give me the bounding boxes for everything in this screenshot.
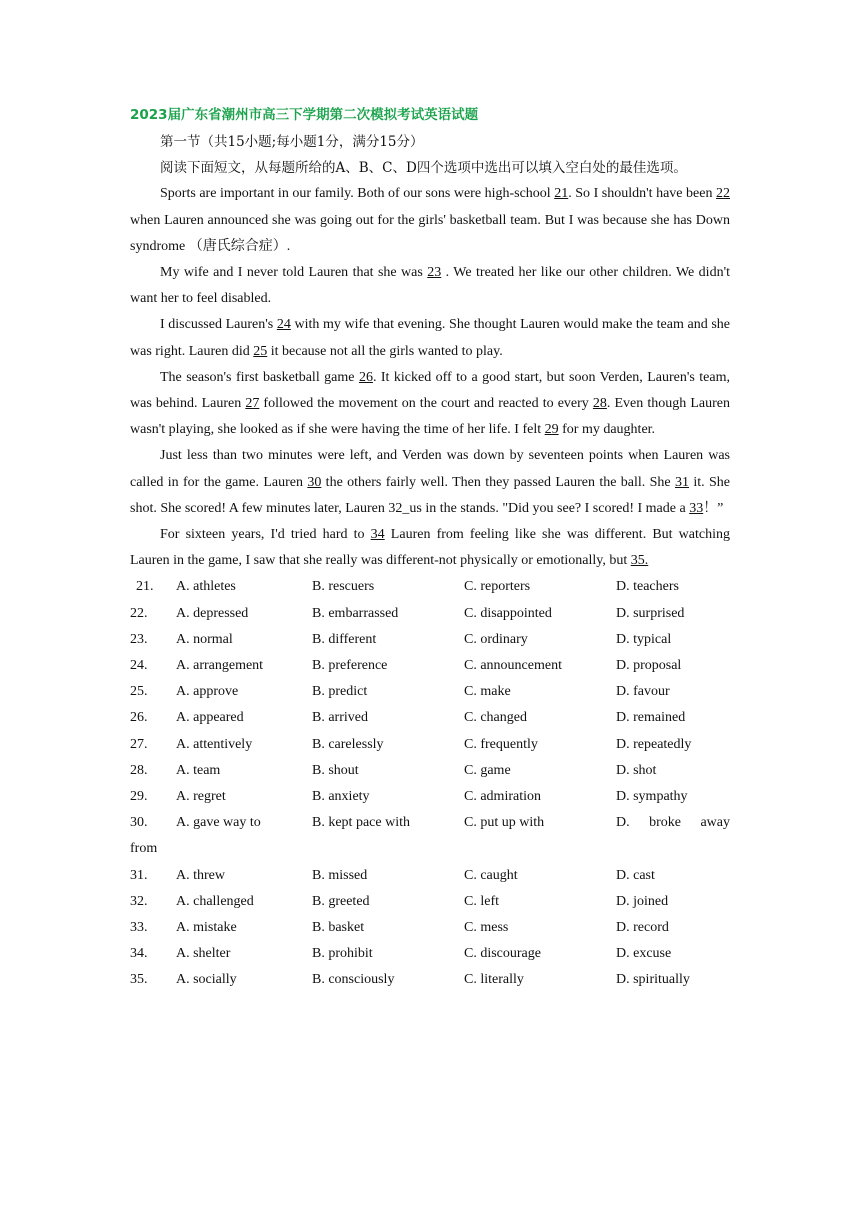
blank-21: 21 bbox=[554, 186, 569, 202]
option-b: B. different bbox=[312, 631, 377, 647]
option-row-29 bbox=[130, 784, 730, 810]
option-b: B. embarrassed bbox=[312, 605, 399, 621]
blank-31: 31 bbox=[675, 474, 690, 490]
option-b: B. prohibit bbox=[312, 946, 373, 962]
question-number: 28. bbox=[130, 762, 148, 778]
option-row-26 bbox=[130, 705, 730, 731]
blank-34: 34 bbox=[370, 527, 385, 543]
option-d: D. record bbox=[616, 919, 669, 935]
option-c: C. disappointed bbox=[464, 605, 552, 621]
option-c: C. discourage bbox=[464, 946, 541, 962]
blank-26: 26 bbox=[358, 369, 373, 385]
option-b: B. shout bbox=[312, 762, 359, 778]
passage-text: followed the movement on the court and reacted to every bbox=[259, 396, 593, 412]
option-d-word: broke bbox=[649, 815, 681, 831]
option-d: D. sympathy bbox=[616, 788, 688, 804]
option-b: B. basket bbox=[312, 919, 365, 935]
option-a: A. attentively bbox=[176, 736, 253, 752]
passage-paragraph-3 bbox=[130, 312, 730, 364]
blank-22: 22 bbox=[716, 186, 731, 202]
passage-text: when Lauren announced she was going out for the girls' basketball team. But I was because she has Down syndrome （唐氏综合症）. bbox=[130, 212, 730, 254]
passage-text: For sixteen years, I'd tried hard to bbox=[160, 527, 371, 543]
passage-text: . So I shouldn't have been bbox=[568, 186, 717, 202]
option-d: D. joined bbox=[616, 893, 669, 909]
option-d-letter: D. bbox=[616, 815, 630, 831]
question-number: 32. bbox=[130, 893, 148, 909]
question-number: 23. bbox=[130, 631, 148, 647]
option-row-31 bbox=[130, 863, 730, 889]
instruction-text: 阅读下面短文，从每题所给的A、B、C、D四个选项中选出可以填入空白处的最佳选项。 bbox=[160, 160, 687, 177]
option-d: D. shot bbox=[616, 762, 657, 778]
question-number: 29. bbox=[130, 788, 148, 804]
option-a: A. socially bbox=[176, 972, 237, 988]
option-b: B. kept pace with bbox=[312, 815, 410, 831]
option-a: A. team bbox=[176, 762, 221, 778]
option-a: A. arrangement bbox=[176, 658, 264, 674]
question-number: 34. bbox=[130, 946, 148, 962]
option-row-27 bbox=[130, 732, 730, 758]
passage-text: The season's first basketball game bbox=[160, 369, 359, 385]
question-number: 25. bbox=[130, 684, 148, 700]
option-a: A. athletes bbox=[176, 579, 236, 595]
blank-33: 33 bbox=[689, 500, 704, 516]
blank-30: 30 bbox=[307, 474, 322, 490]
option-row-22 bbox=[130, 601, 730, 627]
passage-text: it. She shot. She scored! A few minutes later, Lauren 32_us in the stands. "Did you see? I scored! I made a bbox=[130, 474, 731, 516]
option-c: C. ordinary bbox=[464, 631, 528, 647]
option-c: C. frequently bbox=[464, 736, 538, 752]
option-c: C. admiration bbox=[464, 788, 541, 804]
option-d: D. repeatedly bbox=[616, 736, 692, 752]
passage-text: . We treated her like our other children. We didn't want her to feel disabled. bbox=[130, 265, 730, 307]
question-number: 26. bbox=[130, 710, 148, 726]
option-c: C. caught bbox=[464, 867, 518, 883]
option-c: C. changed bbox=[464, 710, 527, 726]
passage-paragraph-2 bbox=[130, 260, 730, 312]
option-b: B. rescuers bbox=[312, 579, 375, 595]
option-d: D. spiritually bbox=[616, 972, 690, 988]
option-row-33 bbox=[130, 915, 730, 941]
question-number: 30. bbox=[130, 815, 148, 831]
blank-24: 24 bbox=[276, 317, 291, 333]
option-row-32 bbox=[130, 889, 730, 915]
option-a: A. shelter bbox=[176, 946, 231, 962]
question-number: 33. bbox=[130, 919, 148, 935]
passage-paragraph-6 bbox=[130, 522, 730, 574]
blank-35: 35. bbox=[630, 553, 649, 569]
option-row-24 bbox=[130, 653, 730, 679]
option-c: C. announcement bbox=[464, 658, 562, 674]
passage-text: for my daughter. bbox=[558, 422, 656, 438]
option-b: B. arrived bbox=[312, 710, 368, 726]
section-heading: 第一节（共15小题;每小题1分，满分15分） bbox=[160, 134, 424, 150]
option-a: A. depressed bbox=[176, 605, 249, 621]
passage-text: Just less than two minutes were left, and Verden was down by seventeen points when Lauren was called in for the game. Lauren bbox=[130, 448, 730, 490]
blank-27: 27 bbox=[245, 396, 260, 412]
option-row-23 bbox=[130, 627, 730, 653]
option-c: C. game bbox=[464, 762, 511, 778]
blank-28: 28 bbox=[592, 396, 607, 412]
blank-23: 23 bbox=[427, 265, 442, 281]
question-number: 24. bbox=[130, 658, 148, 674]
option-c: C. reporters bbox=[464, 579, 531, 595]
option-a: A. challenged bbox=[176, 893, 254, 909]
options-list bbox=[130, 574, 730, 993]
option-c: C. mess bbox=[464, 919, 509, 935]
option-b: B. predict bbox=[312, 684, 368, 700]
option-d: D. teachers bbox=[616, 579, 679, 595]
option-row-35 bbox=[130, 967, 730, 993]
option-d: D. proposal bbox=[616, 658, 682, 674]
option-c: C. put up with bbox=[464, 815, 545, 831]
question-number: 21. bbox=[136, 579, 154, 595]
option-b: B. missed bbox=[312, 867, 368, 883]
blank-25: 25 bbox=[253, 343, 268, 359]
passage-paragraph-4 bbox=[130, 365, 730, 444]
option-a: A. threw bbox=[176, 867, 225, 883]
option-c: C. make bbox=[464, 684, 511, 700]
blank-29: 29 bbox=[544, 422, 559, 438]
option-a: A. normal bbox=[176, 631, 233, 647]
passage-text: . It kicked off to a good start, but soon Verden, Lauren's team, was behind. Lauren bbox=[130, 369, 730, 412]
option-b: B. greeted bbox=[312, 893, 370, 909]
question-number: 31. bbox=[130, 867, 148, 883]
option-c: C. left bbox=[464, 893, 499, 909]
option-a: A. regret bbox=[176, 788, 226, 804]
option-row-30 bbox=[130, 810, 730, 836]
option-b: B. carelessly bbox=[312, 736, 384, 752]
option-d-continuation: from bbox=[130, 841, 158, 857]
option-c: C. literally bbox=[464, 972, 524, 988]
passage-text: it because not all the girls wanted to play. bbox=[267, 343, 503, 359]
passage-text: Sports are important in our family. Both of our sons were high-school bbox=[160, 186, 555, 202]
document-page bbox=[130, 103, 730, 993]
option-d: D. remained bbox=[616, 710, 686, 726]
passage-text: ！” bbox=[703, 500, 724, 516]
option-d-word: away bbox=[700, 815, 730, 831]
option-b: B. preference bbox=[312, 658, 388, 674]
option-a: A. appeared bbox=[176, 710, 244, 726]
option-d: D. cast bbox=[616, 867, 655, 883]
passage-paragraph-5 bbox=[130, 443, 730, 522]
passage-text: the others fairly well. Then they passed Lauren the ball. She bbox=[321, 474, 676, 490]
passage-text: I discussed Lauren's bbox=[160, 317, 277, 333]
option-row-21 bbox=[130, 574, 730, 600]
option-row-25 bbox=[130, 679, 730, 705]
passage-text: with my wife that evening. She thought Lauren would make the team and she was right. Lauren did bbox=[130, 317, 731, 359]
option-d bbox=[616, 810, 730, 836]
option-d: D. surprised bbox=[616, 605, 685, 621]
question-number: 27. bbox=[130, 736, 148, 752]
option-row-28 bbox=[130, 758, 730, 784]
option-a: A. approve bbox=[176, 684, 239, 700]
option-a: A. mistake bbox=[176, 919, 237, 935]
option-row-34 bbox=[130, 941, 730, 967]
option-a: A. gave way to bbox=[176, 815, 261, 831]
question-number: 22. bbox=[130, 605, 148, 621]
passage-text: . Even though Lauren wasn't playing, she looked as if she were having the time of her life. I felt bbox=[130, 396, 730, 438]
question-number: 35. bbox=[130, 972, 148, 988]
option-b: B. consciously bbox=[312, 972, 395, 988]
passage-text: Lauren from feeling like she was different. But watching Lauren in the game, I saw that she really was different-not physically or emotionally, but bbox=[130, 527, 730, 569]
option-d: D. excuse bbox=[616, 946, 672, 962]
option-d: D. typical bbox=[616, 631, 672, 647]
page-title: 2023届广东省潮州市高三下学期第二次模拟考试英语试题 bbox=[130, 107, 479, 123]
passage-paragraph-1 bbox=[130, 181, 730, 260]
option-b: B. anxiety bbox=[312, 788, 370, 804]
passage-text: My wife and I never told Lauren that she was bbox=[160, 265, 428, 281]
option-d: D. favour bbox=[616, 684, 670, 700]
